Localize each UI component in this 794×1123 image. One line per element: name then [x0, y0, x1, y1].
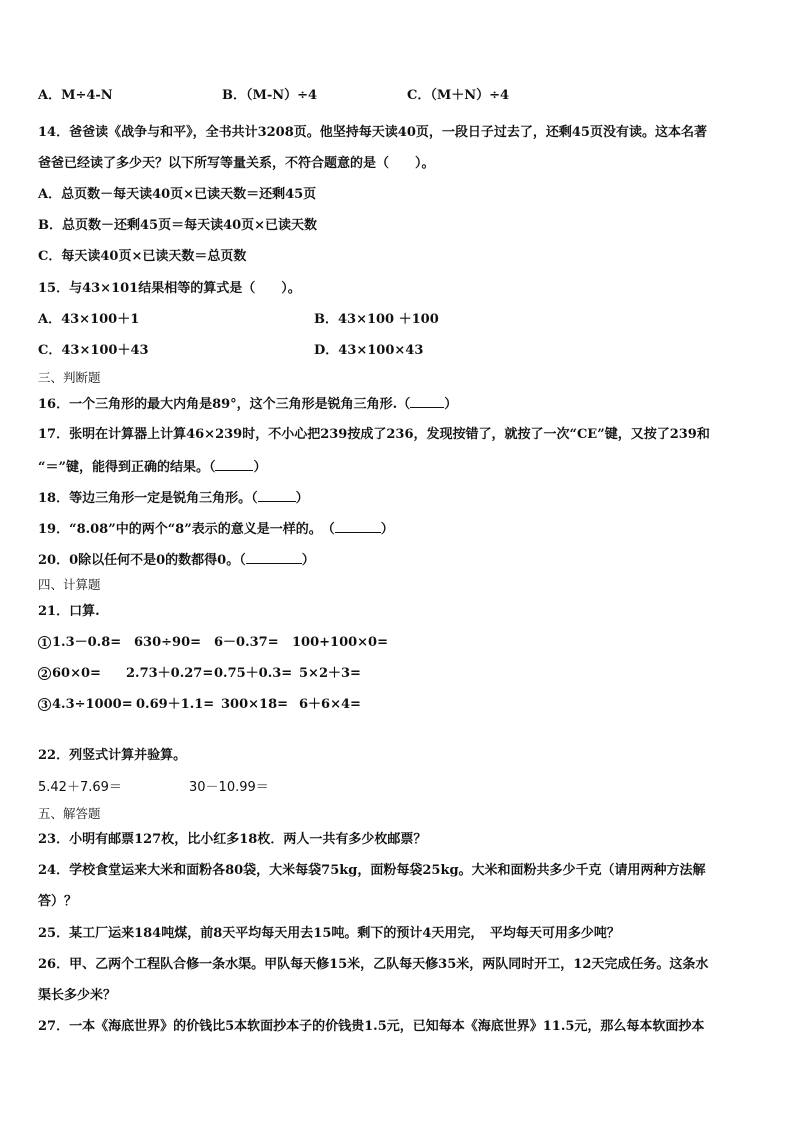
section-4-heading: 四、计算题 — [38, 577, 101, 592]
oral-calc-item: 100+100×0= — [292, 635, 388, 650]
circled-number-3: 3 — [38, 698, 51, 711]
q15-option-a: A．43×100＋1 — [38, 312, 140, 327]
q15-option-d: D．43×100×43 — [314, 343, 424, 358]
q14-option-c: C．每天读40页×已读天数＝总页数 — [38, 249, 247, 264]
q14-stem-line2: 爸爸已经读了多少天？以下所写等量关系，不符合题意的是（ ）。 — [38, 156, 435, 171]
q16 — [38, 395, 457, 413]
q15-option-c: C．43×100＋43 — [38, 343, 149, 358]
q15-stem: 15．与43×101结果相等的算式是（ ）。 — [38, 281, 301, 296]
oral-calc-item: 2.73＋0.27= — [126, 666, 214, 681]
q19 — [38, 520, 394, 538]
q19-text: 19．“8.08”中的两个“8”表示的意义是一样的。 （ — [38, 522, 335, 537]
q24-line2: 答）？ — [38, 894, 78, 909]
q21-row-3 — [38, 697, 133, 713]
q18-text: 18．等边三角形一定是锐角三角形。（ — [38, 491, 258, 506]
q20-text: 20．0除以任何不是0的数都得0。（ — [38, 553, 246, 568]
q17-line2 — [38, 458, 266, 476]
answer-blank[interactable] — [258, 489, 296, 502]
q17-line1: 17．张明在计算器上计算46×239时，不小心把239按成了236，发现按错了，就按了一次“CE”键，又按了239和 — [38, 427, 710, 442]
q22-expression-1: 5.42＋7.69＝ — [38, 780, 122, 795]
q16-text: 16．一个三角形的最大内角是89°，这个三角形是锐角三角形.（ — [38, 397, 411, 412]
q24-line1: 24．学校食堂运来大米和面粉各80袋，大米每袋75kg，面粉每袋25kg。大米和面粉共多少千克（请用两种方法解 — [38, 863, 706, 878]
q13-option-a: A．M÷4-N — [38, 88, 113, 103]
q13-option-c: C．（M＋N）÷4 — [407, 88, 510, 103]
q17-text: “＝”键，能得到正确的结果。（ — [38, 460, 216, 475]
close-paren: ） — [295, 491, 309, 506]
section-3-heading: 三、判断题 — [38, 370, 101, 385]
circled-number-1: 1 — [38, 636, 51, 649]
q21-row-1 — [38, 635, 121, 651]
q14-stem-line1: 14．爸爸读《战争与和平》，全书共计3208页。他坚持每天读40页，一段日子过去了，还剩45页没有读。这本名著 — [38, 125, 707, 140]
answer-blank[interactable] — [246, 551, 302, 564]
q23: 23．小明有邮票127枚，比小红多18枚．两人一共有多少枚邮票？ — [38, 832, 427, 847]
q27: 27．一本《海底世界》的价钱比5本软面抄本子的价钱贵1.5元，已知每本《海底世界》11.5元，那么每本软面抄本 — [38, 1019, 705, 1034]
answer-blank[interactable] — [335, 520, 381, 533]
oral-calc-item: 1.3－0.8= — [52, 635, 122, 650]
q26-line1: 26．甲、乙两个工程队合修一条水渠。甲队每天修15米，乙队每天修35米，两队同时开工，12天完成任务。这条水 — [38, 957, 709, 972]
oral-calc-item: 300×18= — [221, 697, 289, 712]
q22-expression-2: 30－10.99＝ — [189, 780, 269, 795]
close-paren: ） — [301, 553, 315, 568]
q15-option-b: B．43×100 ＋100 — [314, 312, 439, 327]
q18 — [38, 489, 309, 507]
q21-row-2 — [38, 666, 101, 682]
q21-stem: 21．口算. — [38, 604, 100, 619]
q20 — [38, 551, 315, 569]
q13-option-b: B．（M-N）÷4 — [222, 88, 318, 103]
oral-calc-item: 630÷90= — [134, 635, 202, 650]
answer-blank[interactable] — [410, 395, 444, 408]
oral-calc-item: 5×2＋3= — [299, 666, 361, 681]
oral-calc-item: 4.3÷1000= — [52, 697, 133, 712]
answer-blank[interactable] — [215, 458, 253, 471]
oral-calc-item: 0.69＋1.1= — [136, 697, 215, 712]
oral-calc-item: 6＋6×4= — [299, 697, 361, 712]
q26-line2: 渠长多少米？ — [38, 988, 117, 1003]
q14-option-a: A．总页数－每天读40页×已读天数＝还剩45页 — [38, 187, 317, 202]
close-paren: ） — [444, 397, 458, 412]
circled-number-2: 2 — [38, 667, 51, 680]
oral-calc-item: 6－0.37= — [214, 635, 279, 650]
q22-stem: 22．列竖式计算并验算。 — [38, 748, 187, 763]
oral-calc-item: 0.75＋0.3= — [214, 666, 293, 681]
close-paren: ） — [380, 522, 394, 537]
q14-option-b: B．总页数－还剩45页＝每天读40页×已读天数 — [38, 218, 318, 233]
q25: 25．某工厂运来184吨煤，前8天平均每天用去15吨。剩下的预计4天用完， 平均每天可用多少吨？ — [38, 926, 620, 941]
section-5-heading: 五、解答题 — [38, 806, 101, 821]
oral-calc-item: 60×0= — [52, 666, 101, 681]
close-paren: ） — [253, 460, 267, 475]
